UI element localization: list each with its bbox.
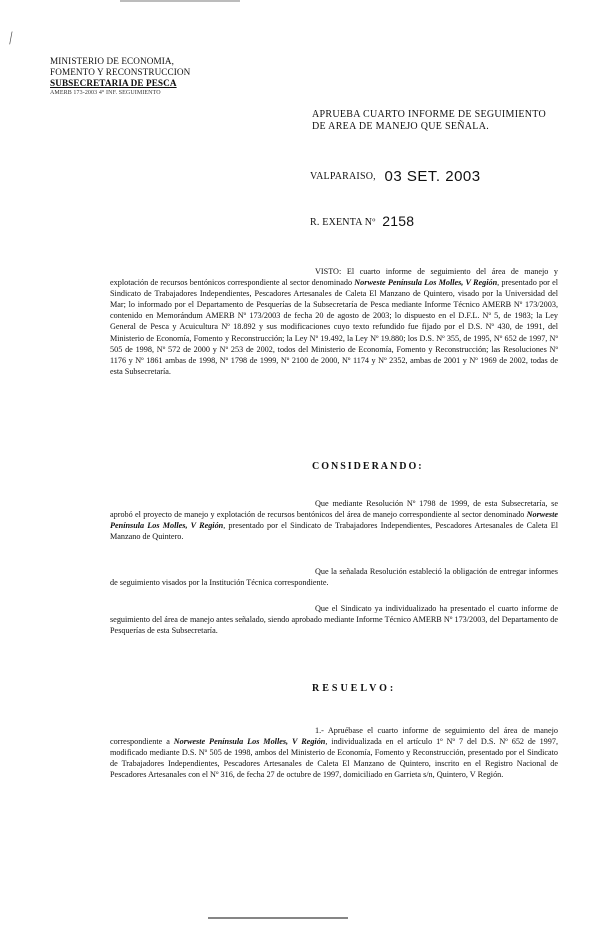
considerando-p3-text: Que el Sindicato ya individualizado ha presentado el cuarto informe de seguimiento del área de manejo antes señalado, siendo aprobado mediante Informe Técnico AMERB Nº 173/2003, del Departamento de Pesquerías de esta Subsecretaría.	[110, 604, 558, 636]
scan-artifact-top	[120, 0, 240, 2]
resuelvo-p1-text-2: , individualizada en el artículo 1º Nº 7 del D.S. Nº 652 de 1997, modificado mediante D.S. Nº 505 de 1998, ambos del Ministerio de Economía, Fomento y Reconstrucción, presentado por el Sindicato de Trabajadores Independientes, Pescadores Artesanales de Caleta El Manzano de Quintero, inscrito en el Registro Nacional de Pescadores Artesanales con el Nº 316, de fecha 27 de octubre de 1997, domiciliado en Garrieta s/n, Quintero, V Región.	[110, 737, 559, 780]
resolution-stamp-number: 2158	[382, 213, 415, 229]
considerando-paragraph-1	[110, 498, 558, 542]
handwritten-mark: ⁄	[6, 30, 16, 47]
ministry-line-1: MINISTERIO DE ECONOMIA,	[50, 56, 175, 66]
considerando-p1-text-2: , presentado por el Sindicato de Trabajadores Independientes, Pescadores Artesanales de Caleta El Manzano de Quintero.	[110, 521, 558, 542]
place-label: VALPARAISO,	[310, 171, 376, 182]
resolution-label: R. EXENTA Nº	[310, 217, 376, 228]
ministry-line-2: FOMENTO Y RECONSTRUCCION	[50, 67, 191, 77]
considerando-p1-sector: Norweste Península Los Molles, V Región	[110, 510, 558, 531]
date-stamp: 03 SET. 2003	[384, 168, 481, 185]
resuelvo-p1-sector: Norweste Península Los Molles, V Región	[173, 737, 326, 747]
resuelvo-paragraph-1	[110, 725, 558, 780]
resuelvo-p1-text-1: 1.- Apruébase el cuarto informe de seguimiento del área de manejo correspondiente a	[110, 726, 558, 747]
reference-code: AMERB 173-2003 4° INF. SEGUIMIENTO	[50, 90, 161, 96]
considerando-heading: CONSIDERANDO:	[312, 461, 424, 472]
place-date	[310, 166, 481, 183]
considerando-paragraph-3	[110, 603, 558, 636]
subject-line-2: DE AREA DE MANEJO QUE SEÑALA.	[312, 121, 490, 132]
subject-block	[312, 109, 572, 133]
considerando-p2-text: Que la señalada Resolución estableció la obligación de entregar informes de seguimiento visados por la Institución Técnica correspondiente.	[110, 567, 558, 588]
resolution-number	[310, 212, 414, 228]
visto-text-2: , presentado por el Sindicato de Trabajadores Independientes, Pescadores Artesanales de Caleta El Manzano de Quintero, visado por la Universidad del Mar; lo informado por el Departamento de Pesquerías de la Subsecretaría de Pesca mediante Informe Técnico AMERB Nº 173/2003, contenido en Memorándum AMERB Nº 173/2003 de fecha 20 de agosto de 2003; lo dispuesto en el D.F.L. Nº 5, de 1983; la Ley General de Pesca y Acuicultura Nº 18.892 y sus modificaciones cuyo texto refundido fue fijado por el D.S. Nº 430, de 1991, del Ministerio de Economía, Fomento y Reconstrucción; la Ley Nº 19.492, la Ley Nº 19.880; los D.S. Nº 355, de 1995, Nº 652 de 1997, Nº 505 de 1998, Nº 572 de 2000 y Nº 253 de 2002, todos del Ministerio de Economía, Fomento y Reconstrucción; las Resoluciones Nº 1176 y Nº 1861 ambas de 1998, Nº 1798 de 1999, Nº 2100 de 2000, Nº 1174 y Nº 2352, ambas de 2001 y Nº 1969 de 2002, todas de esta Subsecretaría.	[110, 278, 558, 376]
subsecretaria-label: SUBSECRETARIA DE PESCA	[50, 78, 177, 88]
visto-paragraph	[110, 266, 558, 377]
considerando-paragraph-2	[110, 566, 558, 588]
visto-sector-name: Norweste Península Los Molles, V Región	[354, 278, 498, 288]
resuelvo-heading: RESUELVO:	[312, 683, 397, 694]
subject-line-1: APRUEBA CUARTO INFORME DE SEGUIMIENTO	[312, 109, 547, 120]
considerando-p1-text-1: Que mediante Resolución Nº 1798 de 1999, de esta Subsecretaría, se aprobó el proyecto de manejo y explotación de recursos bentónicos del área de manejo correspondiente al sector denominado	[110, 499, 558, 520]
visto-text-1: VISTO: El cuarto informe de seguimiento del área de manejo y explotación de recursos bentónicos correspondiente al sector denominado	[110, 267, 558, 288]
scan-artifact-bottom	[208, 917, 348, 919]
ministry-header	[50, 56, 190, 97]
